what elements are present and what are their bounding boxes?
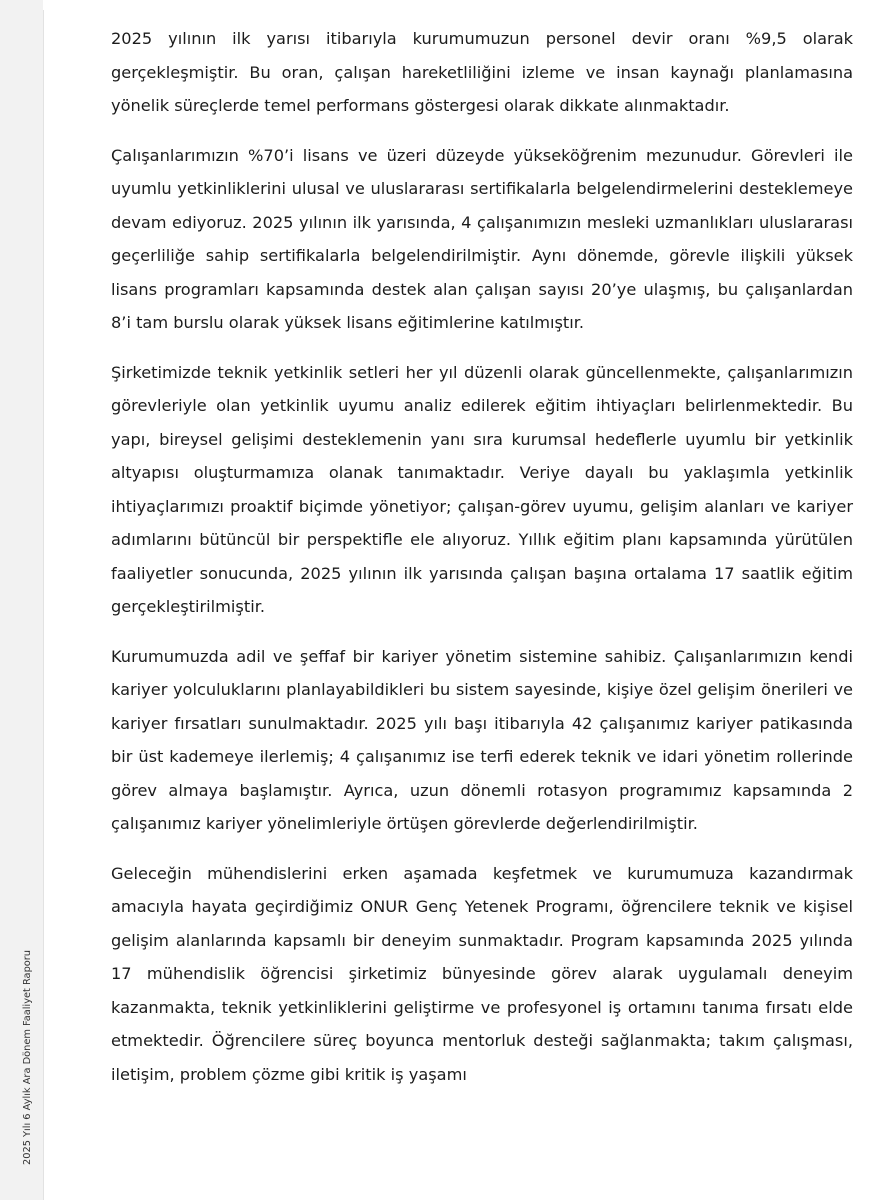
paragraph-turnover: 2025 yılının ilk yarısı itibarıyla kurumumuzun personel devir oranı %9,5 olarak gerçekleşmiştir. Bu oran, çalışan hareketliliğini izleme ve insan kaynağı planlamasına yönelik süreçlerde temel performans göstergesi olarak dikkate alınmaktadır. bbox=[111, 29, 853, 115]
report-title-vertical: 2025 Yılı 6 Aylık Ara Dönem Faaliyet Raporu bbox=[22, 949, 33, 1165]
paragraph-career-management: Kurumumuzda adil ve şeffaf bir kariyer yönetim sistemine sahibiz. Çalışanlarımızın kendi kariyer yolculuklarını planlayabildikleri bu sistem sayesinde, kişiye özel gelişim önerileri ve kariyer fırsatları sunulmaktadır. 2025 yılı başı itibarıyla 42 çalışanımız kariyer patikasında bir üst kademeye ilerlemiş; 4 çalışanımız ise terfi ederek teknik ve idari yönetim rollerinde görev almaya başlamıştır. Ayrıca, uzun dönemli rotasyon programımız kapsamında 2 çalışanımız kariyer yönelimleriyle örtüşen görevlerde değerlendirilmiştir. bbox=[111, 646, 853, 833]
report-body bbox=[111, 22, 853, 1107]
report-sidebar bbox=[0, 0, 44, 1200]
paragraph-young-talent-program: Geleceğin mühendislerini erken aşamada keşfetmek ve kurumumuza kazandırmak amacıyla hayata geçirdiğimiz ONUR Genç Yetenek Programı, öğrencilere teknik ve kişisel gelişim alanlarında kapsamlı bir deneyim sunmaktadır. Program kapsamında 2025 yılında 17 mühendislik öğrencisi şirketimiz bünyesinde görev alarak uygulamalı deneyim kazanmakta, teknik yetkinliklerini geliştirme ve profesyonel iş ortamını tanıma fırsatı elde etmektedir. Öğrencilere süreç boyunca mentorluk desteği sağlanmakta; takım çalışması, iletişim, problem çözme gibi kritik iş yaşamı bbox=[111, 863, 853, 1084]
paragraph-competency-training: Şirketimizde teknik yetkinlik setleri her yıl düzenli olarak güncellenmekte, çalışanlarımızın görevleriyle olan yetkinlik uyumu analiz edilerek eğitim ihtiyaçları belirlenmektedir. Bu yapı, bireysel gelişimi desteklemenin yanı sıra kurumsal hedeflerle uyumlu bir yetkinlik altyapısı oluşturmamıza olanak tanımaktadır. Veriye dayalı bu yaklaşımla yetkinlik ihtiyaçlarımızı proaktif biçimde yönetiyor; çalışan-görev uyumu, gelişim alanları ve kariyer adımlarını bütüncül bir perspektifle ele alıyoruz. Yıllık eğitim planı kapsamında yürütülen faaliyetler sonucunda, 2025 yılının ilk yarısında çalışan başına ortalama 17 saatlik eğitim gerçekleştirilmiştir. bbox=[111, 362, 853, 616]
top-margin bbox=[43, 0, 882, 10]
paragraph-education-certification: Çalışanlarımızın %70’i lisans ve üzeri düzeyde yükseköğrenim mezunudur. Görevleri ile uyumlu yetkinliklerini ulusal ve uluslararası sertifikalarla belgelendirmelerini desteklemeye devam ediyoruz. 2025 yılının ilk yarısında, 4 çalışanımızın mesleki uzmanlıkları uluslararası geçerliliğe sahip sertifikalarla belgelendirilmiştir. Aynı dönemde, görevle ilişkili yüksek lisans programları kapsamında destek alan çalışan sayısı 20’ye ulaşmış, bu çalışanlardan 8’i tam burslu olarak yüksek lisans eğitimlerine katılmıştır. bbox=[111, 145, 853, 332]
